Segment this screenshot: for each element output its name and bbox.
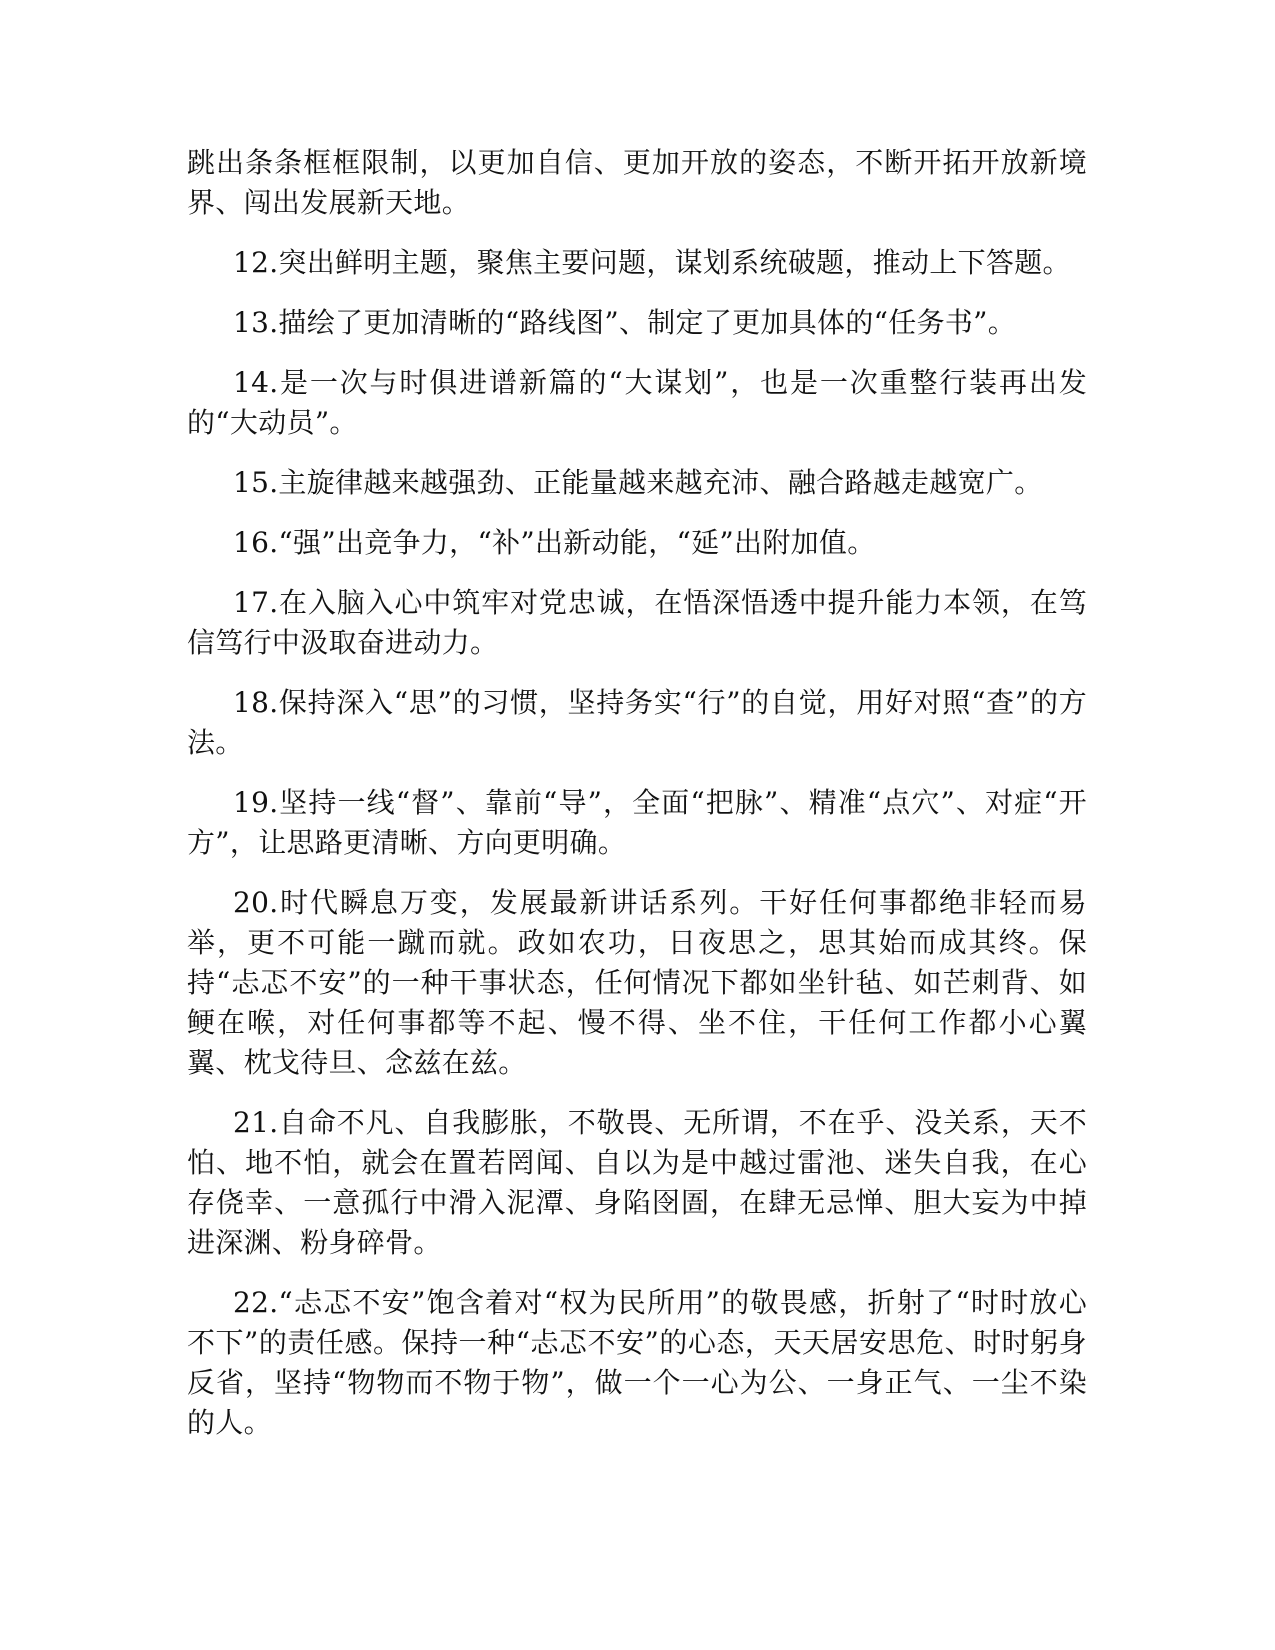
paragraph-22: 22.“忐忑不安”饱含着对“权为民所用”的敬畏感，折射了“时时放心不下”的责任感。保持一种“忐忑不安”的心态，天天居安思危、时时躬身反省，坚持“物物而不物于物”，做一个一心为公、一身正气、一尘不染的人。 [187,1286,1087,1439]
paragraph-14: 14.是一次与时俱进谱新篇的“大谋划”，也是一次重整行装再出发的“大动员”。 [187,366,1087,439]
paragraph-21: 21.自命不凡、自我膨胀，不敬畏、无所谓，不在乎、没关系，天不怕、地不怕，就会在置若罔闻、自以为是中越过雷池、迷失自我，在心存侥幸、一意孤行中滑入泥潭、身陷囹圄，在肆无忌惮、胆大妄为中掉进深渊、粉身碎骨。 [187,1106,1087,1259]
paragraph-16: 16.“强”出竞争力，“补”出新动能，“延”出附加值。 [233,526,876,559]
paragraph-19: 19.坚持一线“督”、靠前“导”，全面“把脉”、精准“点穴”、对症“开方”，让思路更清晰、方向更明确。 [187,786,1087,859]
paragraph-17: 17.在入脑入心中筑牢对党忠诚，在悟深悟透中提升能力本领，在笃信笃行中汲取奋进动力。 [187,586,1087,659]
document-body [187,143,1087,1463]
paragraph-13: 13.描绘了更加清晰的“路线图”、制定了更加具体的“任务书”。 [233,306,1017,339]
paragraph-15: 15.主旋律越来越强劲、正能量越来越充沛、融合路越走越宽广。 [233,466,1043,499]
paragraph-18: 18.保持深入“思”的习惯，坚持务实“行”的自觉，用好对照“查”的方法。 [187,686,1087,759]
paragraph-continuation: 跳出条条框框限制，以更加自信、更加开放的姿态，不断开拓开放新境界、闯出发展新天地。 [187,146,1087,219]
paragraph-20: 20.时代瞬息万变，发展最新讲话系列。干好任何事都绝非轻而易举，更不可能一蹴而就。政如农功，日夜思之，思其始而成其终。保持“忐忑不安”的一种干事状态，任何情况下都如坐针毡、如芒刺背、如鲠在喉，对任何事都等不起、慢不得、坐不住，干任何工作都小心翼翼、枕戈待旦、念兹在兹。 [187,886,1087,1079]
paragraph-12: 12.突出鲜明主题，聚焦主要问题，谋划系统破题，推动上下答题。 [233,246,1071,279]
